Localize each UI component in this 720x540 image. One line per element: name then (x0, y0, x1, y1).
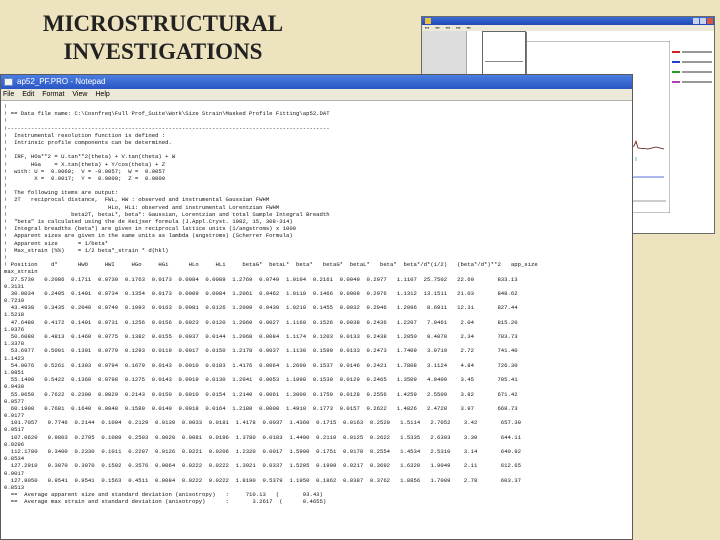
text-line: 0.9517 (4, 426, 25, 434)
close-button[interactable] (707, 18, 713, 24)
dropdown-item[interactable] (485, 40, 523, 42)
text-line: 0.9430 (4, 383, 25, 391)
text-line: 0.8534 (4, 455, 25, 463)
minimize-button[interactable] (693, 18, 699, 24)
notepad-icon (4, 78, 13, 86)
text-line: ! Position d* HWO HWI HGo HGi HLo HLi betaG* betaL* beta* betaG* betaL* beta* beta*/d*(1/2) (beta*/d*)**2 app_size (4, 261, 538, 269)
text-line: ! Max_strain (%%) = 1/2 beta*_strain * d(hkl) (4, 246, 169, 254)
slide-title-line-2: INVESTIGATIONS (63, 39, 263, 64)
text-line: ! (4, 117, 8, 125)
text-line: 50.6080 0.4813 0.1460 0.0775 0.1382 0.0155 0.0037 0.0144 1.2068 0.0084 1.1174 0.1203 0.0133 0.2438 1.2050 8.4078 2.34 783.73 (4, 333, 518, 340)
text-line: ! Integral breadths (beta*) are given in reciprocal lattice units (1/angstroms) x 1000 (4, 225, 297, 233)
app-icon (425, 18, 431, 24)
slide-title-line-1: MICROSTRUCTURAL (42, 11, 284, 36)
notepad-text-area[interactable] (1, 101, 632, 539)
text-line: ! (4, 253, 8, 261)
text-line: 0.9577 (4, 397, 25, 405)
text-line: ! 2T reciprocal distance, FWL, HW : observed and instrumental Gaussian FWHM (4, 196, 270, 204)
text-line: 60.1900 0.7681 0.1640 0.0848 0.1580 0.0140 0.0018 0.0164 1.2180 0.0008 1.4910 0.1773 0.0157 0.2622 1.4826 2.4728 3.97 668.73 (4, 404, 518, 412)
menu-edit[interactable]: Edit (22, 91, 35, 98)
dropdown-item[interactable] (485, 47, 523, 49)
slide-title (18, 10, 308, 66)
text-line: ! beta2T, betaL*, beta*: Gaussian, Lorentzian and total Sample Integral Breadth (4, 210, 330, 218)
dropdown-item[interactable] (485, 33, 523, 35)
text-line: ! The following items are output: (4, 189, 119, 197)
notepad-title: ap52_PF.PRO - Notepad (17, 77, 106, 86)
menu-item[interactable]: ▪▪▪ (435, 25, 440, 30)
menu-view[interactable]: View (72, 91, 88, 98)
text-line: ! Intrinsic profile components can be determined. (4, 138, 172, 146)
text-line: 1.5218 (4, 311, 25, 319)
notepad-titlebar[interactable] (1, 75, 632, 89)
text-line: !------------------------------------------------------------------------------------------------ (4, 124, 330, 132)
menu-item[interactable]: ▪▪▪ (466, 25, 471, 30)
legend-item (672, 77, 712, 87)
legend-item (672, 67, 712, 77)
dropdown-separator (485, 61, 523, 62)
text-line: ! "beta" is calculated using the de Keijser formula (J.Appl.Cryst. 1982, 15, 308-314) (4, 218, 293, 225)
text-line: 54.0076 0.5261 0.1303 0.0794 0.1679 0.0143 0.0010 0.0183 1.4176 0.0064 1.2600 0.1537 0.0146 0.2421 1.7808 3.1124 4.84 726.30 (4, 361, 518, 369)
text-line: 107.0620 0.9803 0.2705 0.1089 0.2503 0.0020 0.0081 0.0196 1.3780 0.0183 1.4400 0.2110 0.0125 0.2622 1.5335 2.6303 3.30 644.11 (4, 433, 521, 441)
menu-format[interactable]: Format (42, 91, 65, 98)
dropdown-item[interactable] (485, 64, 523, 66)
text-line: ! HGa = X.tan(theta) + Y/cos(theta) + Z (4, 160, 166, 168)
text-line: max_strain (4, 268, 38, 276)
menu-file[interactable]: File (3, 91, 15, 98)
text-line: ! (4, 146, 8, 154)
dropdown-item[interactable] (485, 57, 523, 59)
text-line: ! Instrumental resolution function is defined : (4, 131, 166, 139)
text-line: 0.9017 (4, 469, 25, 477)
text-line: ! (4, 103, 8, 110)
text-line: 0.8513 (4, 483, 25, 491)
notepad-window[interactable] (0, 74, 633, 540)
text-line: 0.9177 (4, 412, 25, 420)
dropdown-item[interactable] (485, 67, 523, 69)
text-line: 53.6977 0.5001 0.1301 0.0779 0.1293 0.0119 0.0017 0.0150 1.2178 0.0037 1.1130 0.1590 0.0133 0.2473 1.7409 3.9719 2.72 741.40 (4, 347, 518, 355)
dropdown-item[interactable] (485, 43, 523, 45)
text-line: ! X = 0.0017; Y = 0.0000; Z = 0.0000 (4, 174, 166, 182)
text-line: ! (4, 182, 8, 190)
text-line: ! HLo, HLi: observed and instrumental Lorentzian FWHM (4, 203, 280, 211)
text-line: 55.1400 0.5422 0.1360 0.0798 0.1275 0.0143 0.0019 0.0130 1.2041 0.0053 1.1990 0.1530 0.0129 0.2465 1.3509 4.9409 3.45 705.41 (4, 376, 518, 384)
menu-help[interactable]: Help (95, 91, 110, 98)
maximize-button[interactable] (700, 18, 706, 24)
text-line: 27.5730 0.2086 0.1711 0.0730 0.1763 0.0173 0.0084 0.0089 1.2769 0.0749 1.0194 0.2161 0.0049 0.2977 1.1107 25.7502 22.60 833.13 (4, 275, 518, 283)
dropdown-item[interactable] (485, 71, 523, 73)
legend-item (672, 57, 712, 67)
text-line: 127.8050 0.9541 0.9541 0.1563 0.4511 0.0084 0.0222 0.0222 1.8190 0.5379 1.1950 0.1862 0.0387 0.3762 1.8856 1.7009 2.78 603.37 (4, 476, 521, 484)
text-line: 43.4938 0.3435 0.2040 0.0749 0.1993 0.0163 0.0081 0.0126 1.2009 0.0439 1.0210 0.1455 0.0032 0.2946 1.2096 8.6911 12.31 827.44 (4, 304, 518, 312)
text-line: 1.9376 (4, 325, 25, 333)
text-line: 30.0034 0.2405 0.1401 0.0734 0.1354 0.0173 0.0009 0.0084 1.2061 0.0462 1.0110 0.1466 0.0008 0.2976 1.1312 13.1511 21.03 848.62 (4, 289, 518, 297)
text-line: ! == Data file name: C:\Cosnfreq\Full Prof_Suite\Work\Size Strain\Masked Profile Fitting\ap52.DAT (4, 110, 330, 118)
text-line: ! Apparent size = 1/beta* (4, 239, 109, 247)
plot-window-titlebar[interactable] (422, 17, 714, 25)
legend-item (672, 47, 712, 57)
text-line: 0.3131 (4, 282, 25, 290)
notepad-menubar (1, 89, 632, 101)
text-line: 1.3378 (4, 340, 25, 348)
text-line: 127.2910 0.3070 0.3070 0.1502 0.3576 0.0064 0.0222 0.0222 1.3921 0.0337 1.5205 0.1909 0.0217 0.3692 1.6320 1.9049 2.11 612.65 (4, 462, 521, 470)
menu-item[interactable]: ▪▪▪ (445, 25, 451, 30)
text-line: 1.0851 (4, 368, 25, 376)
window-controls (693, 18, 713, 24)
text-line: 112.1780 0.3400 0.2330 0.1011 0.2207 0.0126 0.0221 0.0206 1.2320 0.0017 1.5900 0.1751 0.0178 0.2554 1.4534 2.5310 3.14 640.92 (4, 448, 521, 455)
text-line: ! IRF, HOa**2 = U.tan**2(theta) + V.tan(theta) + W (4, 153, 176, 161)
plot-legend (672, 47, 712, 87)
text-line: 47.6480 0.4172 0.1401 0.0731 0.1256 0.0156 0.0023 0.0120 1.2060 0.0027 1.1160 0.1526 0.0038 0.2436 1.2207 7.0461 2.04 815.20 (4, 318, 518, 326)
text-line: == Average apparent size and standard deviation (anisotropy) : 710.13 ( 93.43) (4, 491, 323, 499)
dropdown-item[interactable] (485, 53, 523, 55)
text-line: == Average max strain and standard deviation (anisotropy) : 3.2617 ( 0.4655) (4, 498, 327, 506)
menu-item[interactable]: ▪▪▪ (456, 25, 461, 30)
text-line: 1.1423 (4, 354, 25, 362)
dropdown-item[interactable] (485, 37, 523, 39)
text-line: ! Apparent sizes are given in the same units as lambda (angstroms) (Scherrer Formula) (4, 232, 293, 240)
text-line: ! with: U = 0.0060; V = -0.0057; W = 0.0057 (4, 167, 166, 175)
dropdown-item[interactable] (485, 50, 523, 52)
text-line: 0.7210 (4, 297, 25, 305)
text-line: 101.7057 0.7746 0.2144 0.1004 0.2129 0.0139 0.0033 0.0181 1.4178 0.0037 1.4360 0.1715 0.0163 0.2520 1.5114 2.7052 3.42 657.30 (4, 419, 521, 427)
text-line: 0.9296 (4, 440, 25, 448)
text-line: 55.0650 0.7622 0.2300 0.0829 0.2143 0.0150 0.0010 0.0154 1.2140 0.0061 1.3000 0.1750 0.0128 0.2556 1.4259 2.5509 3.82 671.42 (4, 390, 518, 398)
menu-item[interactable]: ▪▪▪ (425, 25, 430, 30)
